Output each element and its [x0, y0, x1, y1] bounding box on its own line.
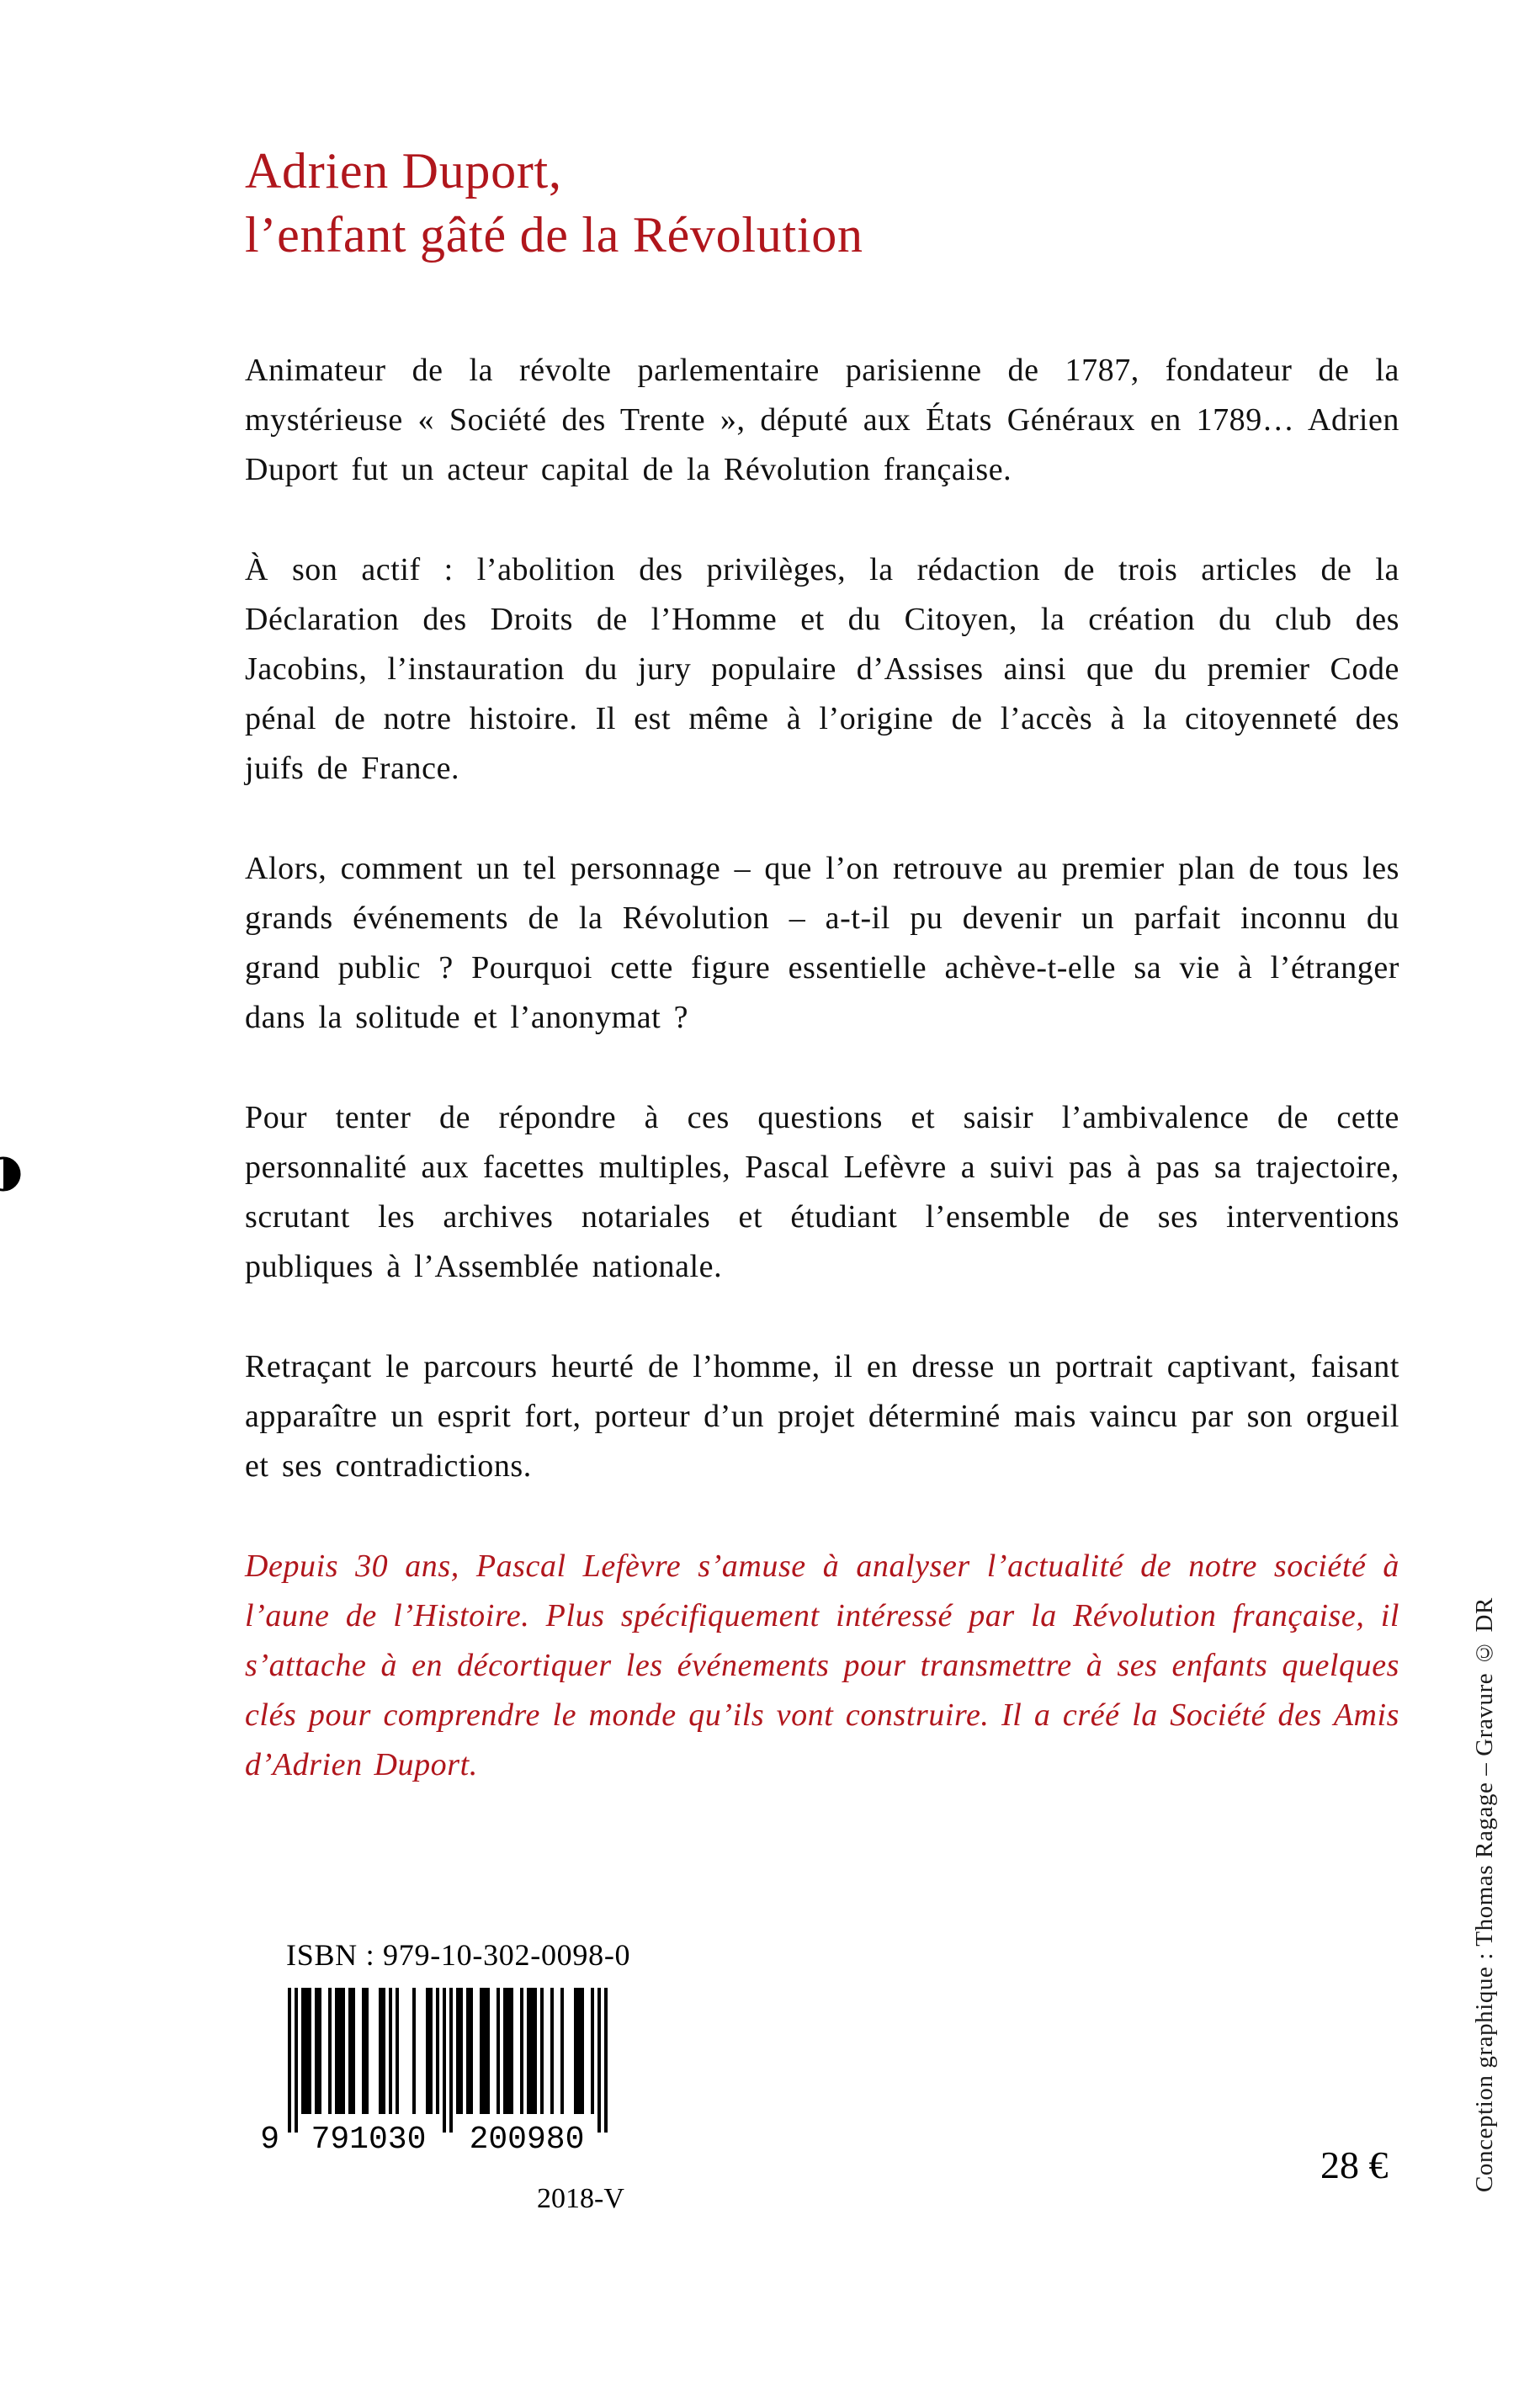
title-line-2: l’enfant gâté de la Révolution	[245, 207, 863, 263]
isbn-text: ISBN : 979-10-302-0098-0	[286, 1938, 631, 1972]
price: 28 €	[1320, 2143, 1389, 2186]
back-cover-text	[245, 139, 1399, 1790]
synopsis-paragraph-1: Animateur de la révolte parlementaire parisienne de 1787, fondateur de la mystérieuse « Société des Trente », député aux États Généraux en 1789… Adrien Duport fut un acteur capital de la Révolution française.	[245, 353, 1399, 487]
book-title	[245, 139, 1399, 267]
svg-text:791030: 791030	[311, 2122, 427, 2156]
author-bio: Depuis 30 ans, Pascal Lefèvre s’amuse à analyser l’actualité de notre société à l’aune de l’Histoire. Plus spécifiquement intéressé par la Révolution française, il s’attache à en décortiquer les événements pour transmettre à ses enfants quelques clés pour comprendre le monde qu’ils vont construire. Il a créé la Société des Amis d’Adrien Duport.	[245, 1548, 1399, 1782]
registration-mark-icon	[0, 1154, 24, 1194]
synopsis-paragraph-5: Retraçant le parcours heurté de l’homme, il en dresse un portrait captivant, faisant apparaître un esprit fort, porteur d’un projet déterminé mais vaincu par son orgueil et ses contradictions.	[245, 1349, 1399, 1484]
ean13-barcode	[252, 1988, 616, 2156]
svg-text:9: 9	[260, 2122, 279, 2156]
edition-code: 2018-V	[537, 2183, 624, 2214]
synopsis-paragraph-4: Pour tenter de répondre à ces questions et saisir l’ambivalence de cette personnalité aux facettes multiples, Pascal Lefèvre a suivi pas à pas sa trajectoire, scrutant les archives notariales et étudiant l’ensemble de ses interventions publiques à l’Assemblée nationale.	[245, 1100, 1399, 1284]
title-line-1: Adrien Duport,	[245, 143, 562, 199]
synopsis-paragraph-3: Alors, comment un tel personnage – que l’on retrouve au premier plan de tous les grands événements de la Révolution – a-t-il pu devenir un parfait inconnu du grand public ? Pourquoi cette figure essentielle achève-t-elle sa vie à l’étranger dans la solitude et l’anonymat ?	[245, 851, 1399, 1035]
synopsis	[245, 346, 1399, 1491]
design-credit: Conception graphique : Thomas Ragage – Gravure © DR	[1471, 1597, 1498, 2192]
svg-text:200980: 200980	[469, 2122, 585, 2156]
synopsis-paragraph-2: À son actif : l’abolition des privilèges, la rédaction de trois articles de la Déclaration des Droits de l’Homme et du Citoyen, la création du club des Jacobins, l’instauration du jury populaire d’Assises ainsi que du premier Code pénal de notre histoire. Il est même à l’origine de l’accès à la citoyenneté des juifs de France.	[245, 552, 1399, 786]
